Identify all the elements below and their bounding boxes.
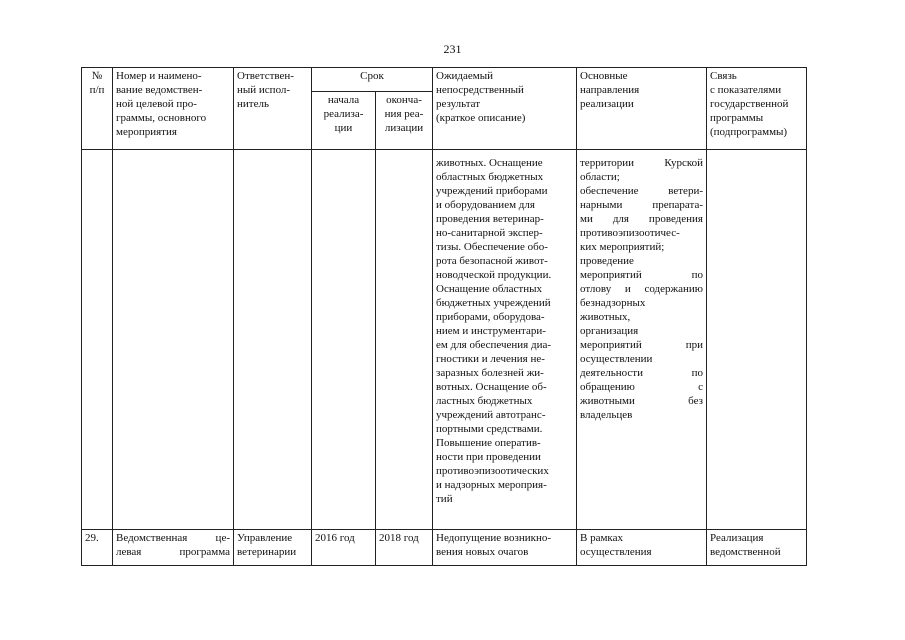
directions-line: противоэпизоотичес-: [580, 227, 680, 239]
header-name: Номер и наимено- вание ведомствен- ной целевой про- граммы, основного мероприятия: [113, 68, 234, 150]
directions-line: владельцев: [580, 409, 633, 421]
directions-line: безнадзорных: [580, 297, 646, 309]
header-row-1: [82, 68, 807, 92]
row29-start: 2016 год: [312, 530, 376, 566]
cont-name-cell: [113, 150, 234, 530]
header-term-end: оконча- ния реа- лизации: [376, 92, 433, 150]
directions-line: осуществлении: [580, 353, 653, 365]
header-term-start: начала реализа- ции: [312, 92, 376, 150]
page-number: 231: [443, 42, 462, 56]
directions-line: ких мероприятий;: [580, 241, 665, 253]
directions-line: животных,: [580, 311, 631, 323]
program-table: [81, 67, 807, 566]
row29-end: 2018 год: [376, 530, 433, 566]
directions-line: нарными препарата-: [580, 199, 703, 211]
cont-link-cell: [707, 150, 807, 530]
directions-line: животными без: [580, 395, 703, 407]
cont-result-cell: животных. Оснащение областных бюджетных учреждений приборами и оборудованием для проведения ветеринар- но-санитарной экспер- тизы. Обеспечение обо- рота безопасной живот- новодческой продукции. Оснащение областных бюджетных учреждений приборами, оборудова- нием и инструментари- ем для обеспечения диа- гностики и лечения не- заразных болезней жи- вотных. Оснащение об- ластных бюджетных учреждений автотранс- портными средствами. Повышение оператив- ности при проведении противоэпизоотических и надзорных мероприя- тий: [433, 150, 577, 530]
row29-name-line2: левая программа: [116, 546, 230, 558]
row29-name: [113, 530, 234, 566]
cont-executor-cell: [234, 150, 312, 530]
row29-name-line1: Ведомственная це-: [116, 532, 230, 544]
row29-directions: В рамках осуществления: [577, 530, 707, 566]
directions-line: области;: [580, 171, 620, 183]
cont-start-cell: [312, 150, 376, 530]
header-num: № п/п: [82, 68, 113, 150]
directions-line: мероприятий по: [580, 269, 703, 281]
row29-link: Реализация ведомственной: [707, 530, 807, 566]
directions-list: [580, 156, 703, 422]
header-term: Срок: [312, 68, 433, 92]
table-row-29: [82, 530, 807, 566]
cont-directions-cell: [577, 150, 707, 530]
directions-line: обеспечение ветери-: [580, 185, 703, 197]
row29-num: 29.: [82, 530, 113, 566]
header-result: Ожидаемый непосредственный результат (краткое описание): [433, 68, 577, 150]
directions-line: территории Курской: [580, 157, 703, 169]
directions-line: мероприятий при: [580, 339, 703, 351]
directions-line: ми для проведения: [580, 213, 703, 225]
directions-line: обращению с: [580, 381, 703, 393]
row29-executor: Управление ветеринарии: [234, 530, 312, 566]
row29-result: Недопущение возникно- вения новых очагов: [433, 530, 577, 566]
directions-line: деятельности по: [580, 367, 703, 379]
directions-line: отлову и содержанию: [580, 283, 703, 295]
header-executor: Ответствен- ный испол- нитель: [234, 68, 312, 150]
cont-end-cell: [376, 150, 433, 530]
directions-line: организация: [580, 325, 639, 337]
cont-num-cell: [82, 150, 113, 530]
continuation-row: [82, 150, 807, 530]
header-link: Связь с показателями государственной программы (подпрограммы): [707, 68, 807, 150]
directions-line: проведение: [580, 255, 634, 267]
header-directions: Основные направления реализации: [577, 68, 707, 150]
